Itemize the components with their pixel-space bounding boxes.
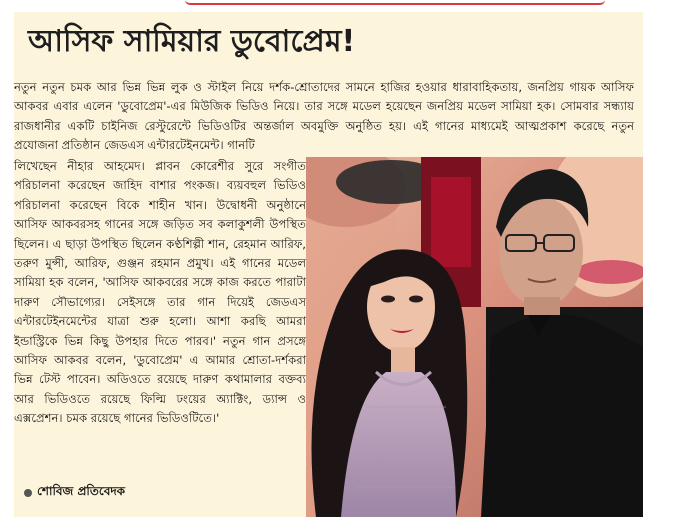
photo-illustration xyxy=(306,157,643,517)
byline-text: শোবিজ প্রতিবেদক xyxy=(37,484,126,498)
byline xyxy=(24,483,125,503)
body-column: লিখেছেন নীহার আহমেদ। প্লাবন কোরেশীর সুরে সংগীত পরিচালনা করেছেন জাহিদ বাশার পংকজ। ব্যয়বহুল ভিডিও পরিচালনা করেছেন বিকে শাহীন খান। উদ্বোধনী অনুষ্ঠানে আসিফ আকবরসহ গানের সঙ্গে জড়িত সব কলাকুশলী উপস্থিত ছিলেন। এ ছাড়া উপস্থিত ছিলেন কণ্ঠশিল্পী শান, রেহমান আরিফ, তরুণ মুন্সী, আরিফ, গুঞ্জন রহমান প্রমুখ। এই গানের মডেল সামিয়া হক বলেন, 'আসিফ আকবরের সঙ্গে কাজ করতে পারাটা দারুণ সৌভাগ্যের। সেইসঙ্গে তার গান দিয়েই জেডএস এন্টারটেইনমেন্টের যাত্রা শুরু হলো। আশা করছি আমরা ইন্ডাস্ট্রিকে ভিন্ন কিছু উপহার দিতে পারব।' নতুন গান প্রসঙ্গে আসিফ আকবর বলেন, 'ডুবোপ্রেম' এ আমার শ্রোতা-দর্শকরা ভিন্ন টেস্ট পাবেন। অডিওতে রয়েছে দারুণ কথামালার বক্তব্য আর ভিডিওতে রয়েছে ফিল্মি ঢংয়ের অ্যাক্টিং, ড্যান্স ও এক্সপ্রেশন। চমক রয়েছে গানের ভিডিওটিতে।' xyxy=(14,159,306,426)
lead-paragraph: নতুন নতুন চমক আর ভিন্ন ভিন্ন লুক ও স্টাইল নিয়ে দর্শক-শ্রোতাদের সামনে হাজির হওয়ার ধারাবাহিকতায়, জনপ্রিয় গায়ক আসিফ আকবর এবার এলেন 'ডুবোপ্রেম'-এর মিউজিক ভিডিও নিয়ে। তার সঙ্গে মডেল হয়েছেন জনপ্রিয় মডেল সামিয়া হক। সোমবার সন্ধ্যায় রাজধানীর একটি চাইনিজ রেস্টুরেন্টে ভিডিওটির অন্তর্জাল অবমুক্তি অনুষ্ঠিত হয়। এই গানের মাধ্যমেই আত্মপ্রকাশ করেছে নতুন প্রযোজনা প্রতিষ্ঠান জেডএস এন্টারটেইনমেন্ট। গানটি xyxy=(14,80,634,153)
headline: আসিফ সামিয়ার ডুবোপ্রেম! xyxy=(28,24,356,59)
article-photo xyxy=(306,157,643,517)
top-rule xyxy=(185,0,605,5)
bullet-icon xyxy=(24,489,32,497)
article xyxy=(14,12,643,517)
